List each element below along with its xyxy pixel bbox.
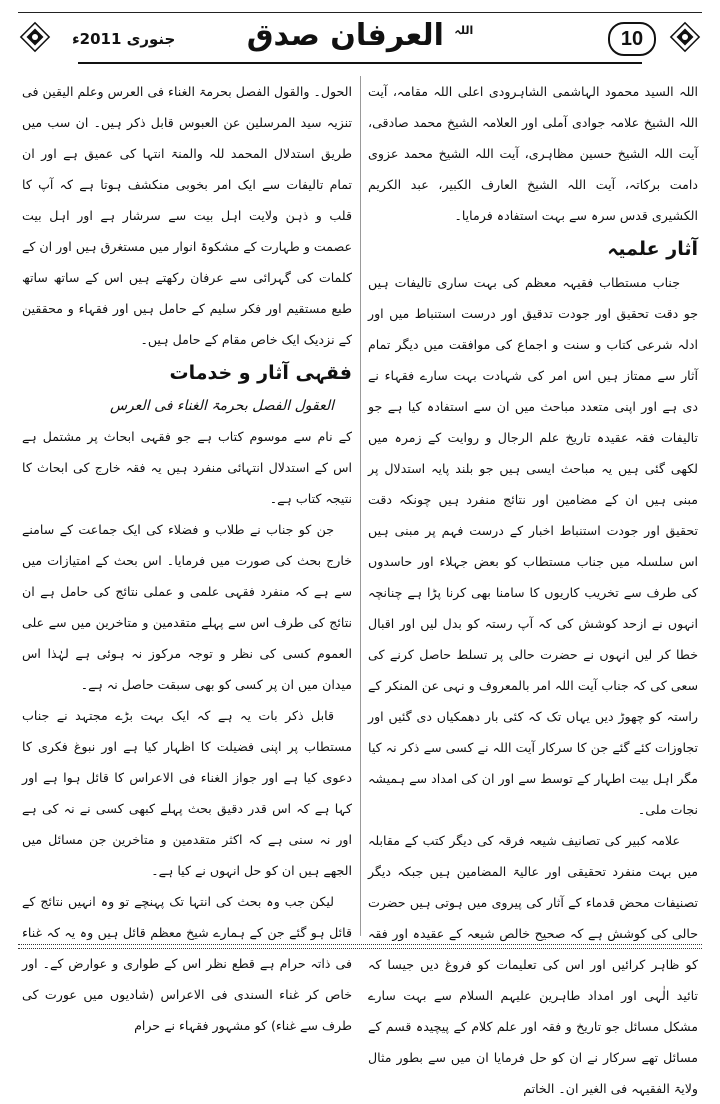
column-divider (360, 76, 361, 936)
bottom-border (18, 944, 702, 945)
page-header (18, 18, 702, 66)
book-title: العقول الفصل بحرمۃ الغناء فی العرس (109, 398, 334, 414)
left-column (22, 76, 352, 1033)
paragraph: اللہ السید محمود الہاشمی الشاہرودی اعلی اللہ مقامہ، آیت اللہ الشیخ علامہ جوادی آملی اور العلامہ الشیخ محمد صادقی، آیت اللہ الشیخ حسین مظاہری، آیت اللہ الشیخ محمد عزوی دامت برکاتہ، آیت اللہ الشیخ العارف الکبیر، عبد الکریم الکشیری قدس سرہ سے بہت استفادہ فرمایا۔ (368, 84, 698, 223)
paragraph: قابل ذکر بات یہ ہے کہ ایک بہت بڑے مجتہد نے جناب مستطاب پر اپنی فضیلت کا اظہار کیا ہے اور نبوغ فکری کا دعوی کیا ہے اور جواز الغناء فی الاعراس کا قائل ہوا ہے اور کہا ہے کہ اس قدر دقیق بحث پہلے کبھی کسی نے نہ کی ہے اور نہ سنی ہے کہ اکثر متقدمین و متاخرین جن مسائل میں الجھے ہیں ان کو حل انہوں نے کیا ہے۔ (22, 708, 352, 878)
section-heading: آثار علمیہ (607, 238, 698, 260)
bottom-border (18, 948, 702, 949)
paragraph: جن کو جناب نے طلاب و فضلاء کی ایک جماعت کے سامنے خارج بحث کی صورت میں فرمایا۔ اس بحث کے امتیازات میں سے ہے کہ منفرد فقہی علمی و عملی نتائج کی حامل ہے ان نتائج کی طرف اس سے پہلے متقدمین و متاخرین میں سے علی العموم کسی کی نظر و توجہ مرکوز نہ ہوئی ہے لہٰذا اس میدان میں ان پر کسی کو بھی سبقت حاصل نہ ہے۔ (22, 522, 352, 692)
masthead-superscript: اللہ (454, 24, 474, 37)
section-heading: فقہی آثار و خدمات (169, 362, 352, 384)
corner-ornament-icon (18, 20, 52, 54)
paragraph: لیکن جب وہ بحث کی انتہا تک پہنچے تو وہ انہیں نتائج کے قائل ہو گئے جن کے ہمارے شیخ معظم قائل ہیں وہ یہ کہ غناء فی ذاتہ حرام ہے قطع نظر اس کے طواری و عوارض کے۔ اور خاص کر غناء السندی فی الاعراس (شادیوں میں عورت کی طرف سے غناء) کو مشہور فقہاء نے حرام (22, 894, 352, 1033)
corner-ornament-icon (668, 20, 702, 54)
header-rule (78, 62, 642, 64)
paragraph: جناب مستطاب فقیہہ معظم کی بہت ساری تالیفات ہیں جو دقت تحقیق اور جودت تدقیق اور درست استنباط میں اور ادلہ شرعی کتاب و سنت و اجماع کی موافقت میں دیگر تمام آثار سے ممتاز ہیں اس امر کی شہادت بہت سارے فقہاء نے دی ہے اور اپنی متعدد مباحث میں ان سے استفادہ کیا ہے جو تالیفات فقہ عقیدہ تاریخ علم الرجال و روایت کے زمرہ میں لکھی گئی ہیں یہ مباحث ایسی ہیں جو بلند پایہ استدلال پر مبنی ہیں ان کے مضامین اور نتائج منفرد ہیں چونکہ دقت تحقیق اور جودت استنباط اخبار کے درست فہم پر مبنی ہیں اس سلسلہ میں جناب مستطاب کو بعض جہلاء اور حاسدوں کی طرف سے تخریب کاریوں کا سامنا بھی کرنا پڑا ہے چنانچہ انہوں نے ازحد کوشش کی کہ آپ رستہ کو بدل لیں اور اقبال خطا کر لیں انہوں نے حضرت حالی پر تسلط حاصل کرنے کی سعی کی کہ جناب آیت اللہ امر بالمعروف و نہی عن المنکر کے راستہ کو چھوڑ دیں یہاں تک کہ کئی بار دھمکیاں دی گئیں اور تجاوزات کئے گئے جن کا سرکار آیت اللہ نے کسی سے ذکر نہ کیا مگر اہل بیت اطہار کے توسط سے اور ان کی امداد سے ہمیشہ نجات ملی۔ (368, 275, 698, 817)
right-column (368, 76, 698, 1096)
masthead (247, 18, 474, 53)
paragraph: کے نام سے موسوم کتاب ہے جو فقہی ابحاث پر مشتمل ہے اس کے استدلال انتہائی منفرد ہیں یہ فقہ خارج کی ابحاث کا نتیجہ کتاب ہے۔ (22, 429, 352, 506)
paragraph: علامہ کبیر کی تصانیف شیعہ فرقہ کی دیگر کتب کے مقابلہ میں بہت منفرد تحقیقی اور عالیۃ المضامین ہیں جبکہ دیگر تصنیفات محض قدماء کے آثار کی پیروی میں ہوتی ہیں حضرت حالی کی کوشش ہے کہ صحیح خالص شیعہ کے عقیدہ اور فقہ کو ظاہر کرائیں اور اس کی تعلیمات کو فروغ دیں جیسا کہ تائید الٰہی اور امداد طاہرین علیہم السلام سے بہت سارے مشکل مسائل جو تاریخ و فقہ اور علم کلام کے پیچیدہ قسم کے مسائل تھے سرکار نے ان کو حل فرمایا ان میں سے بطور مثال ولایۃ الفقیہہ فی الغیر ان۔ الخاتم (368, 833, 698, 1096)
issue-date: جنوری 2011ء (72, 30, 176, 48)
page-number: 10 (608, 22, 656, 56)
paragraph: الحول۔ والقول الفصل بحرمۃ الغناء فی العرس وعلم الیقین فی تنزیہ سید المرسلین عن العبوس قابل ذکر ہیں۔ ان سب میں طریق استدلال المحمد للہ والمنۃ انتہا کی عمیق ہے اور ان تمام تالیفات سے ایک امر بخوبی منکشف ہوتا ہے کہ آپ کا قلب و ذہن ولایت اہل بیت سے سرشار ہے اور اہل بیت عصمت و طہارت کے مشکوۃ انوار میں مستغرق ہیں اور ان کے کلمات کی گہرائی سے عرفان رکھتے ہیں اس کے ساتھ ساتھ طبع مستقیم اور فکر سلیم کے حامل ہیں اور فقہاء و محققین کے نزدیک ایک خاص مقام کے حامل ہیں۔ (22, 84, 352, 347)
top-border (18, 12, 702, 13)
masthead-title: العرفان صدق (246, 18, 444, 53)
